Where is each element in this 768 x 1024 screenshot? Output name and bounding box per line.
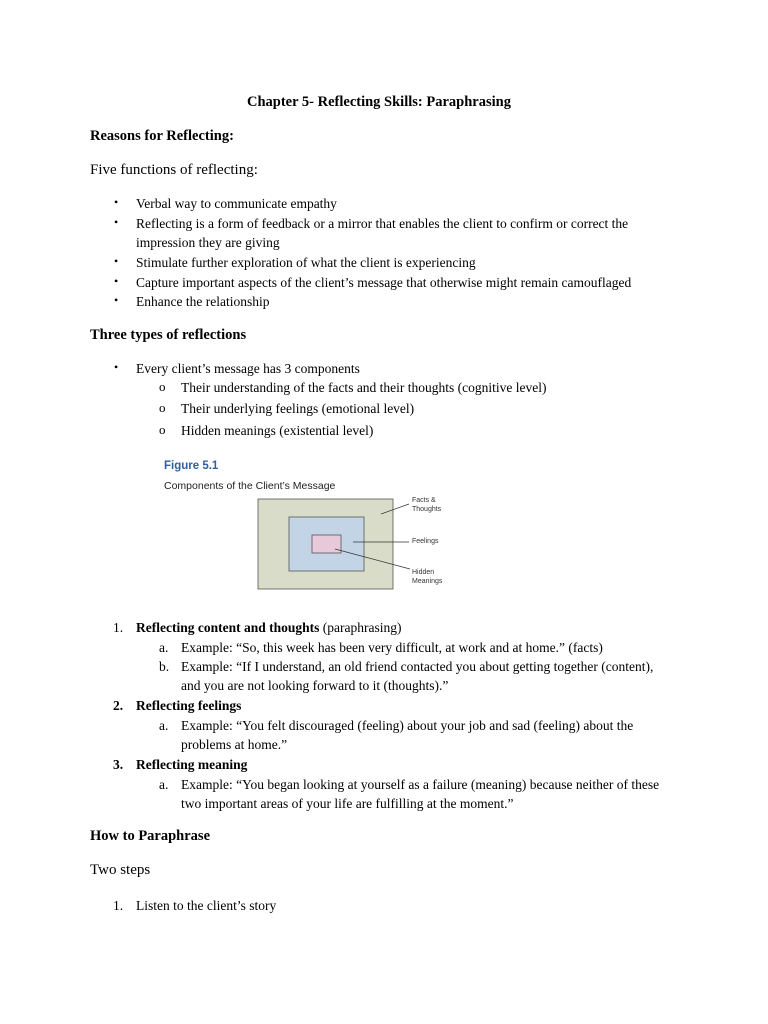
example-item-continuation: and you are not looking forward to it (thoughts).” — [181, 678, 449, 693]
list-item-continuation: impression they are giving — [136, 235, 280, 250]
page-title: Chapter 5- Reflecting Skills: Paraphrasing — [247, 94, 511, 110]
hidden-meanings-label: Hidden Meanings — [412, 569, 443, 585]
sub-bullet-marker: o — [159, 400, 166, 415]
list-item: Enhance the relationship — [136, 294, 270, 309]
example-item: Example: “So, this week has been very difficult, at work and at home.” (facts) — [181, 640, 603, 655]
list-item: Every client’s message has 3 components — [136, 361, 360, 376]
figure-caption: Components of the Client’s Message — [164, 480, 336, 492]
list-letter: b. — [159, 659, 170, 674]
example-item: Example: “If I understand, an old friend contacted you about getting together (content), — [181, 659, 654, 674]
reasons-intro: Five functions of reflecting: — [90, 162, 258, 178]
sub-list-item: Hidden meanings (existential level) — [181, 423, 374, 438]
list-item: Verbal way to communicate empathy — [136, 196, 337, 211]
section-heading-paraphrase: How to Paraphrase — [90, 828, 211, 844]
bullet-icon: • — [114, 360, 119, 374]
sub-list-item: Their understanding of the facts and their thoughts (cognitive level) — [181, 380, 547, 395]
list-number: 2. — [113, 698, 124, 713]
sub-bullet-marker: o — [159, 422, 166, 437]
facts-thoughts-label: Facts & Thoughts — [412, 497, 442, 513]
bullet-icon: • — [114, 293, 119, 307]
feelings-label: Feelings — [412, 538, 439, 545]
list-item: Reflecting is a form of feedback or a mirror that enables the client to confirm or correct the — [136, 216, 629, 231]
example-item-continuation: two important areas of your life are fulfilling at the moment.” — [181, 796, 514, 811]
list-item-feelings: Reflecting feelings — [136, 698, 242, 713]
bullet-icon: • — [114, 274, 119, 288]
paraphrase-intro: Two steps — [90, 862, 151, 878]
bullet-icon: • — [114, 195, 119, 209]
figure-label: Figure 5.1 — [164, 460, 219, 472]
sub-bullet-marker: o — [159, 379, 166, 394]
bullet-icon: • — [114, 215, 119, 229]
list-letter: a. — [159, 777, 169, 792]
example-item: Example: “You felt discouraged (feeling) about your job and sad (feeling) about the — [181, 718, 634, 733]
step-item: Listen to the client’s story — [136, 898, 277, 913]
list-item: Stimulate further exploration of what the client is experiencing — [136, 255, 476, 270]
bullet-icon: • — [114, 254, 119, 268]
list-letter: a. — [159, 640, 169, 655]
example-item: Example: “You began looking at yourself as a failure (meaning) because neither of these — [181, 777, 660, 792]
list-item-content-thoughts: Reflecting content and thoughts (paraphrasing) — [136, 620, 402, 635]
list-number: 1. — [113, 898, 124, 913]
section-heading-types: Three types of reflections — [90, 327, 247, 343]
list-item: Capture important aspects of the client’s message that otherwise might remain camouflaged — [136, 275, 632, 290]
list-number: 1. — [113, 620, 124, 635]
figure-client-message — [160, 456, 456, 596]
list-item-meaning: Reflecting meaning — [136, 757, 248, 772]
list-letter: a. — [159, 718, 169, 733]
sub-list-item: Their underlying feelings (emotional level) — [181, 401, 415, 416]
section-heading-reasons: Reasons for Reflecting: — [90, 128, 234, 144]
list-number: 3. — [113, 757, 124, 772]
hidden-meanings-box — [312, 535, 341, 553]
example-item-continuation: problems at home.” — [181, 737, 288, 752]
